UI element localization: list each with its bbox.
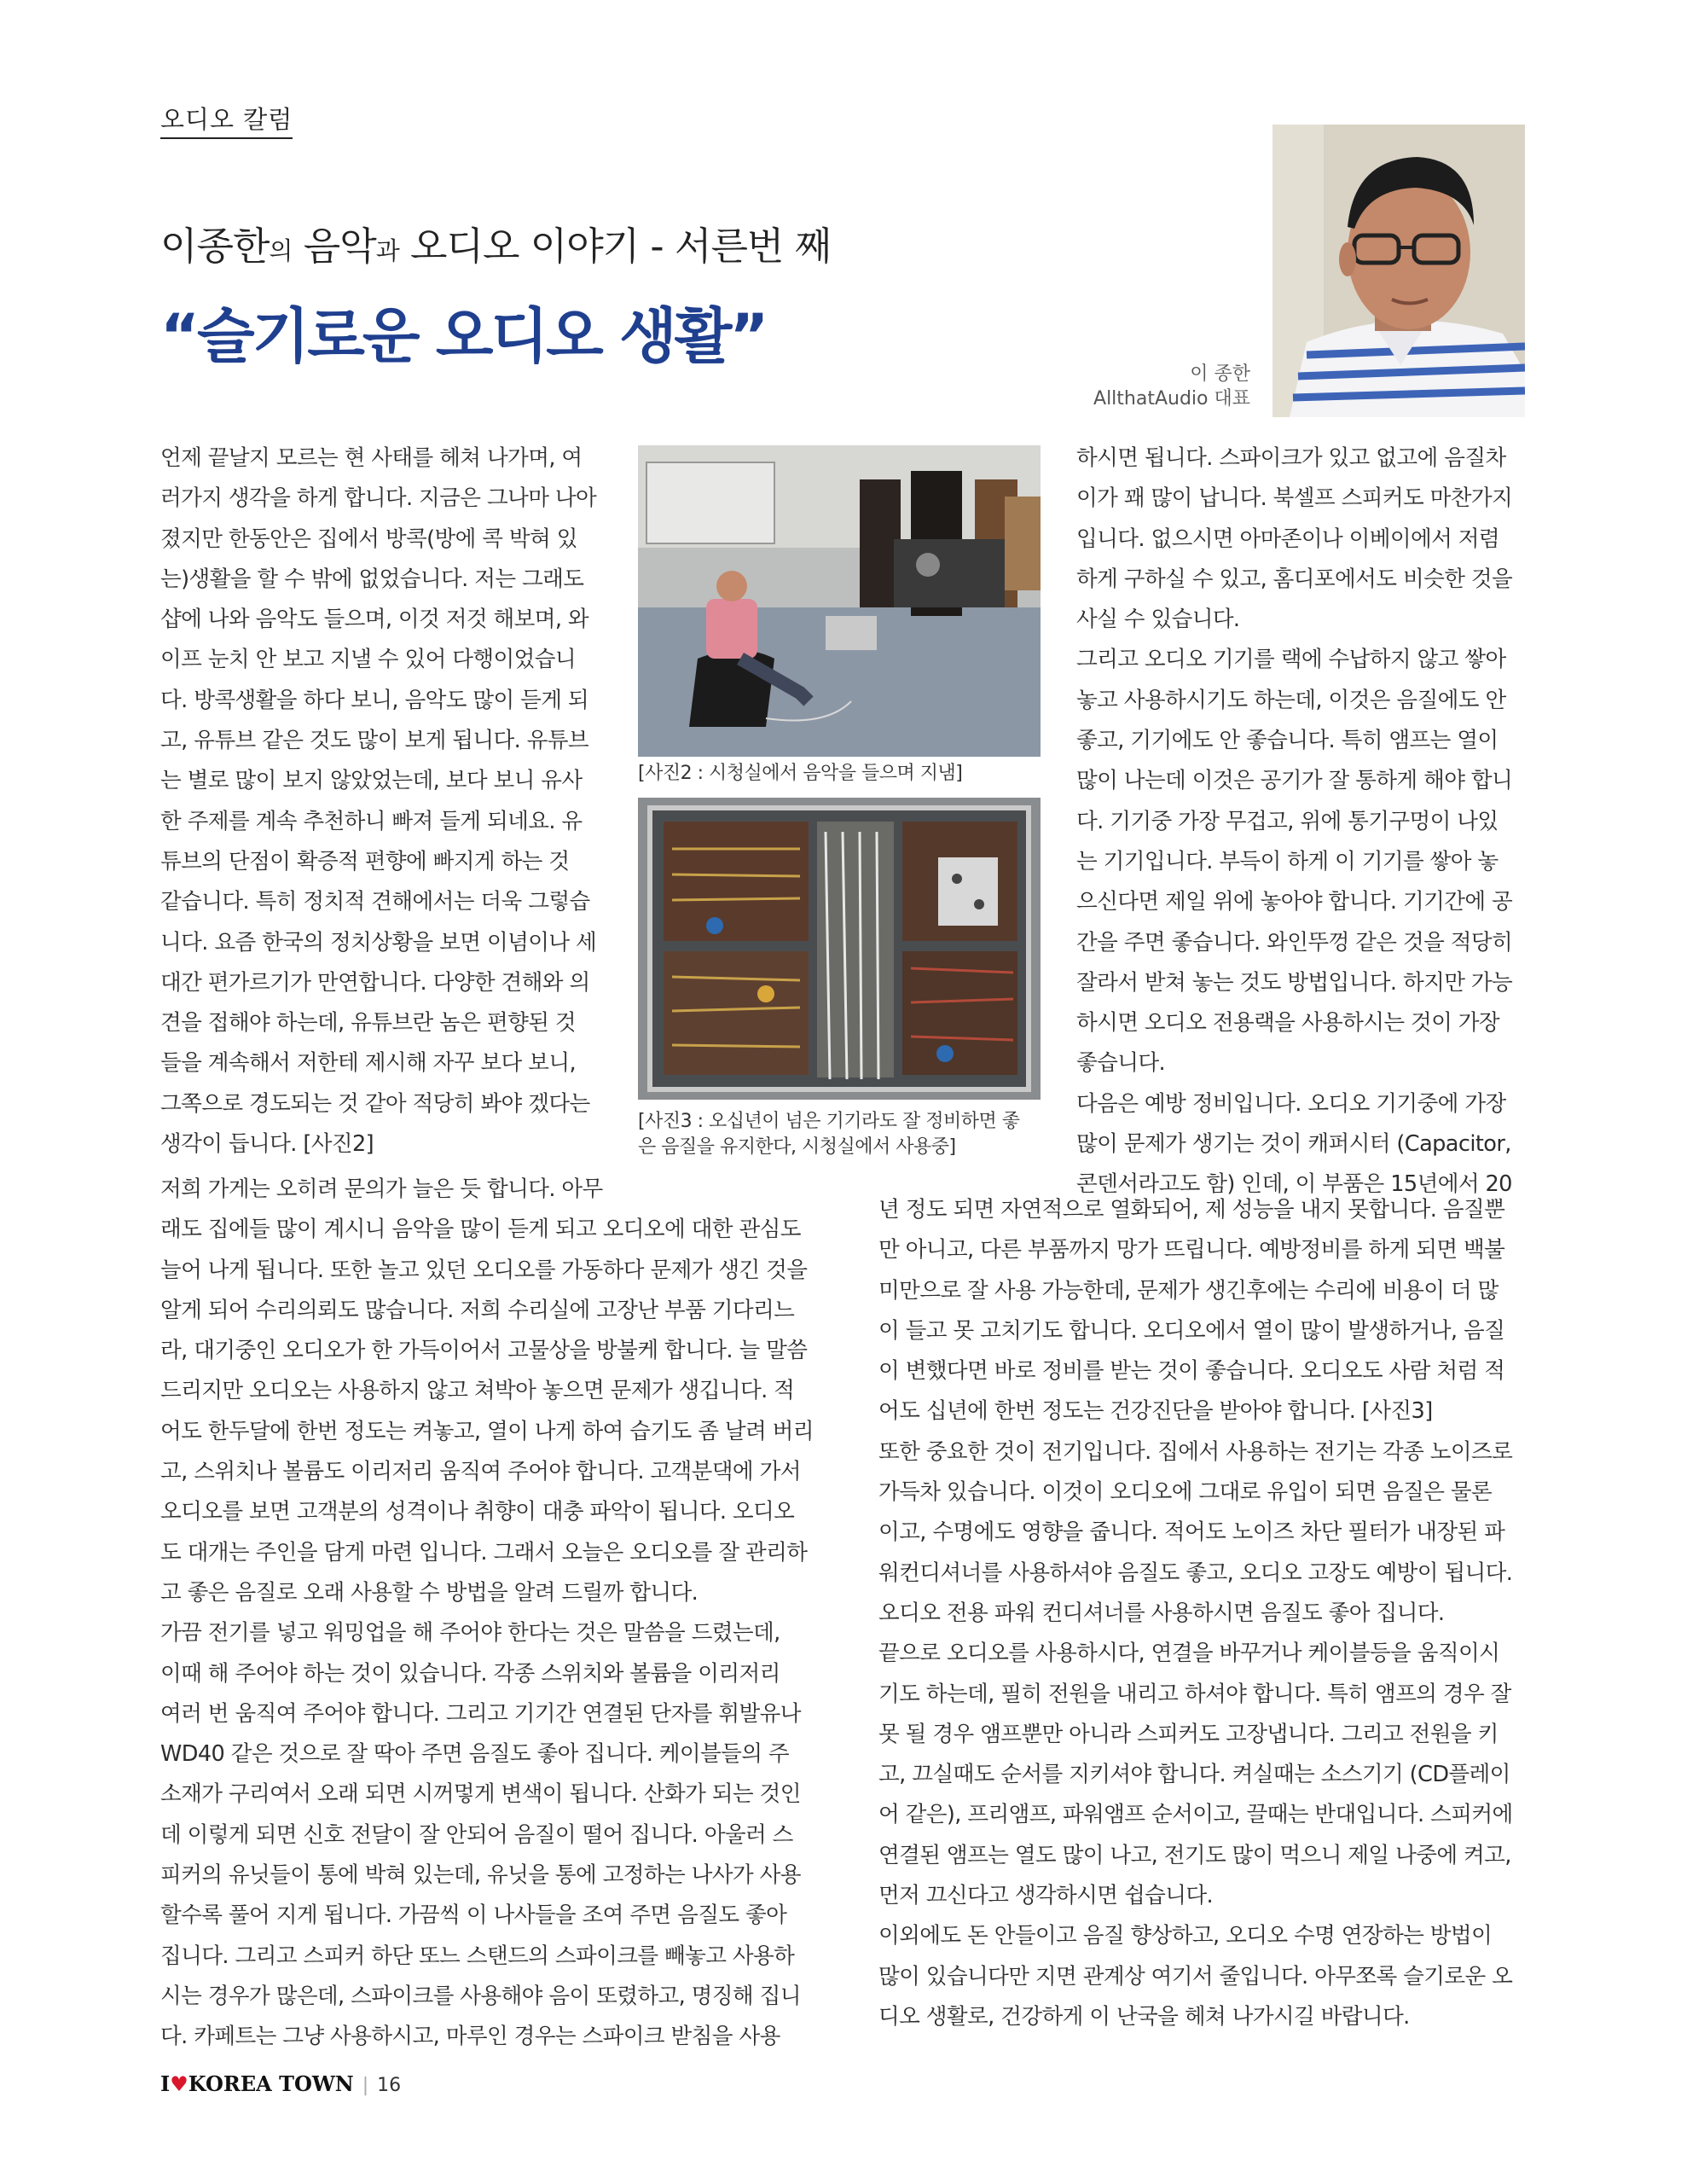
text-line: 래도 집에들 많이 계시니 음악을 많이 듣게 되고 오디오에 대한 관심도 bbox=[160, 1217, 801, 1243]
text-line: 사실 수 있습니다. bbox=[1076, 607, 1240, 633]
text-line: WD40 같은 것으로 잘 딱아 주면 음질도 좋아 집니다. 케이블들의 주 bbox=[160, 1741, 790, 1768]
text-line: 늘어 나게 됩니다. 또한 놀고 있던 오디오를 가동하다 문제가 생긴 것을 bbox=[160, 1257, 808, 1283]
photo-listening-room bbox=[638, 445, 1041, 757]
author-name: 이 종한 bbox=[1190, 363, 1250, 385]
text-line: 가득차 있습니다. 이것이 오디오에 그대로 유입이 되면 음질은 물론 bbox=[878, 1479, 1493, 1506]
footer-brand: KOREA TOWN bbox=[188, 2071, 354, 2096]
series-title bbox=[160, 215, 831, 270]
text-line: 콘덴서라고도 함) 인데, 이 부품은 15년에서 20 bbox=[1076, 1171, 1512, 1198]
text-line: 좋습니다. bbox=[1076, 1050, 1166, 1077]
text-line: 놓고 사용하시기도 하는데, 이것은 음질에도 안 bbox=[1076, 687, 1506, 713]
footer bbox=[160, 2071, 401, 2096]
text-line: 만 아니고, 다른 부품까지 망가 뜨립니다. 예방정비를 하게 되면 백불 bbox=[878, 1237, 1505, 1263]
text-line: 데 이렇게 되면 신호 전달이 잘 안되어 음질이 떨어 집니다. 아울러 스 bbox=[160, 1821, 793, 1848]
text-line: 이고, 수명에도 영향을 줍니다. 적어도 노이즈 차단 필터가 내장된 파 bbox=[878, 1519, 1505, 1546]
text-line: 러가지 생각을 하게 합니다. 지금은 그나마 나아 bbox=[160, 485, 597, 512]
text-line: 많이 문제가 생기는 것이 캐퍼시터 (Capacitor, bbox=[1076, 1131, 1511, 1158]
article-column-left-top bbox=[160, 439, 596, 1165]
article-column-left-bottom bbox=[160, 1170, 814, 2058]
author-portrait bbox=[1272, 125, 1525, 417]
text-line: 들을 계속해서 저한테 제시해 자꾸 보다 보니, bbox=[160, 1050, 576, 1077]
text-line: 생각이 듭니다. [사진2] bbox=[160, 1131, 374, 1158]
text-line: 다. 카페트는 그냥 사용하시고, 마루인 경우는 스파이크 받침을 사용 bbox=[160, 2024, 780, 2050]
footer-brand-prefix: I bbox=[160, 2071, 171, 2096]
text-line: 다. 방콕생활을 하다 보니, 음악도 많이 듣게 되 bbox=[160, 687, 589, 713]
text-line: 언제 끝날지 모르는 현 사태를 헤쳐 나가며, 여 bbox=[160, 445, 583, 471]
text-line: 고 좋은 음질로 오래 사용할 수 방법을 알려 드릴까 합니다. bbox=[160, 1579, 699, 1606]
amplifier-interior-illustration bbox=[638, 798, 1041, 1100]
series-particle-2: 과 bbox=[375, 236, 399, 265]
heart-icon: ♥ bbox=[170, 2072, 188, 2096]
text-line: 는 기기입니다. 부득이 하게 이 기기를 쌓아 놓 bbox=[1076, 848, 1499, 874]
text-line: 저희 가게는 오히려 문의가 늘은 듯 합니다. 아무 bbox=[160, 1176, 603, 1202]
text-line: 워컨디셔너를 사용하셔야 음질도 좋고, 오디오 고장도 예방이 됩니다. bbox=[878, 1560, 1513, 1586]
page-number: 16 bbox=[377, 2075, 402, 2096]
photo-amplifier-interior bbox=[638, 798, 1041, 1100]
text-line: 그쪽으로 경도되는 것 같아 적당히 봐야 겠다는 bbox=[160, 1090, 590, 1117]
article-column-right-bottom bbox=[878, 1190, 1513, 2037]
section-label: 오디오 칼럼 bbox=[160, 101, 293, 139]
text-line: 먼저 끄신다고 생각하시면 쉽습니다. bbox=[878, 1883, 1213, 1909]
text-line: 이때 해 주어야 하는 것이 있습니다. 각종 스위치와 볼륨을 이리저리 bbox=[160, 1660, 780, 1687]
series-part-3: 오디오 이야기 - 서른번 째 bbox=[398, 224, 832, 269]
text-line: 이가 꽤 많이 납니다. 북셀프 스피커도 마찬가지 bbox=[1076, 485, 1513, 512]
text-line: 기도 하는데, 필히 전원을 내리고 하셔야 합니다. 특히 앰프의 경우 잘 bbox=[878, 1681, 1511, 1707]
text-line: 도 대개는 주인을 담게 마련 입니다. 그래서 오늘은 오디오를 잘 관리하 bbox=[160, 1539, 808, 1565]
text-line: 오디오 전용 파워 컨디셔너를 사용하시면 음질도 좋아 집니다. bbox=[878, 1600, 1445, 1626]
text-line: 집니다. 그리고 스피커 하단 또느 스탠드의 스파이크를 빼놓고 사용하 bbox=[160, 1943, 795, 1969]
text-line: 라, 대기중인 오디오가 한 가득이어서 고물상을 방불케 합니다. 늘 말씀 bbox=[160, 1338, 808, 1364]
caption-photo-2: [사진2 : 시청실에서 음악을 들으며 지냄] bbox=[638, 763, 963, 784]
text-line: 샵에 나와 음악도 들으며, 이것 저것 해보며, 와 bbox=[160, 607, 589, 633]
text-line: 이 변했다면 바로 정비를 받는 것이 좋습니다. 오디오도 사람 처럼 적 bbox=[878, 1358, 1505, 1385]
text-line: 하게 구하실 수 있고, 홈디포에서도 비슷한 것을 bbox=[1076, 566, 1513, 592]
text-line: 끝으로 오디오를 사용하시다, 연결을 바꾸거나 케이블등을 움직이시 bbox=[878, 1641, 1500, 1667]
text-line: 이외에도 돈 안들이고 음질 향상하고, 오디오 수명 연장하는 방법이 bbox=[878, 1923, 1493, 1949]
text-line: 시는 경우가 많은데, 스파이크를 사용해야 음이 또렸하고, 명징해 집니 bbox=[160, 1983, 801, 2009]
text-line: 한 주제를 계속 추천하니 빠져 들게 되네요. 유 bbox=[160, 808, 583, 834]
text-line: 여러 번 움직여 주어야 합니다. 그리고 기기간 연결된 단자를 휘발유나 bbox=[160, 1700, 801, 1727]
text-line: 드리지만 오디오는 사용하지 않고 쳐박아 놓으면 문제가 생깁니다. 적 bbox=[160, 1378, 795, 1404]
caption-photo-3 bbox=[638, 1109, 1047, 1160]
text-line: 할수록 풀어 지게 됩니다. 가끔씩 이 나사들을 조여 주면 음질도 좋아 bbox=[160, 1902, 787, 1929]
text-line: 연결된 앰프는 열도 많이 나고, 전기도 많이 먹으니 제일 나중에 켜고, bbox=[878, 1842, 1511, 1868]
series-author-name: 이종한 bbox=[160, 224, 270, 269]
article-column-right-top bbox=[1076, 439, 1512, 1205]
text-line: 대간 편가르기가 만연합니다. 다양한 견해와 의 bbox=[160, 969, 590, 996]
main-title: “슬기로운 오디오 생활” bbox=[160, 301, 767, 371]
text-line: 하시면 오디오 전용랙을 사용하시는 것이 가장 bbox=[1076, 1010, 1500, 1037]
text-line: 많이 나는데 이것은 공기가 잘 통하게 해야 합니 bbox=[1076, 768, 1513, 794]
text-line: 많이 있습니다만 지면 관계상 여기서 줄입니다. 아무쪼록 슬기로운 오 bbox=[878, 1963, 1513, 1989]
text-line: 하시면 됩니다. 스파이크가 있고 없고에 음질차 bbox=[1076, 445, 1506, 471]
text-line: 이 들고 못 고치기도 합니다. 오디오에서 열이 많이 발생하거나, 음질 bbox=[878, 1317, 1505, 1344]
text-line: 튜브의 단점이 확증적 편향에 빠지게 하는 것 bbox=[160, 848, 570, 874]
text-line: 잘라서 받쳐 놓는 것도 방법입니다. 하지만 가능 bbox=[1076, 969, 1513, 996]
text-line: 으신다면 제일 위에 놓아야 합니다. 기기간에 공 bbox=[1076, 889, 1513, 915]
text-line: 는 별로 많이 보지 않았었는데, 보다 보니 유사 bbox=[160, 768, 583, 794]
text-line: 디오 생활로, 건강하게 이 난국을 헤쳐 나가시길 바랍니다. bbox=[878, 2003, 1410, 2030]
author-portrait-illustration bbox=[1272, 125, 1525, 417]
text-line: 알게 되어 수리의뢰도 많습니다. 저희 수리실에 고장난 부품 기다리느 bbox=[160, 1297, 795, 1323]
text-line: 오디오를 보면 고객분의 성격이나 취향이 대충 파악이 됩니다. 오디오 bbox=[160, 1499, 795, 1525]
text-line: 간을 주면 좋습니다. 와인뚜껑 같은 것을 적당히 bbox=[1076, 929, 1513, 956]
series-part-2: 음악 bbox=[292, 224, 376, 269]
text-line: 좋고, 기기에도 안 좋습니다. 특히 앰프는 열이 bbox=[1076, 728, 1499, 754]
text-line: 소재가 구리여서 오래 되면 시꺼멓게 변색이 됩니다. 산화가 되는 것인 bbox=[160, 1781, 801, 1808]
footer-separator: | bbox=[362, 2075, 369, 2096]
text-line: 입니다. 없으시면 아마존이나 이베이에서 저렴 bbox=[1076, 526, 1500, 552]
text-line: 고, 끄실때도 순서를 지키셔야 합니다. 켜실때는 소스기기 (CD플레이 bbox=[878, 1762, 1510, 1788]
text-line: 어도 한두달에 한번 정도는 켜놓고, 열이 나게 하여 습기도 좀 날려 버리 bbox=[160, 1418, 814, 1444]
text-line: 미만으로 잘 사용 가능한데, 문제가 생긴후에는 수리에 비용이 더 많 bbox=[878, 1277, 1499, 1304]
text-line: 어도 십년에 한번 정도는 건강진단을 받아야 합니다. [사진3] bbox=[878, 1398, 1433, 1425]
text-line: 그리고 오디오 기기를 랙에 수납하지 않고 쌓아 bbox=[1076, 647, 1506, 673]
text-line: 피커의 유닛들이 통에 박혀 있는데, 유닛을 통에 고정하는 나사가 사용 bbox=[160, 1862, 801, 1889]
text-line: 견을 접해야 하는데, 유튜브란 놈은 편향된 것 bbox=[160, 1010, 576, 1037]
text-line: 이프 눈치 안 보고 지낼 수 있어 다행이었습니 bbox=[160, 647, 576, 673]
text-line: 졌지만 한동안은 집에서 방콕(방에 콕 박혀 있 bbox=[160, 526, 577, 552]
text-line: 는)생활을 할 수 밖에 없었습니다. 저는 그래도 bbox=[160, 566, 584, 592]
caption-photo-3-line-2: 은 음질을 유지한다, 시청실에서 사용중] bbox=[638, 1136, 956, 1158]
caption-photo-3-line-1: [사진3 : 오십년이 넘은 기기라도 잘 정비하면 좋 bbox=[638, 1111, 1020, 1132]
author-role: AllthatAudio 대표 bbox=[1093, 388, 1250, 410]
text-line: 고, 유튜브 같은 것도 많이 보게 됩니다. 유튜브 bbox=[160, 728, 589, 754]
listening-room-illustration bbox=[638, 445, 1041, 757]
text-line: 년 정도 되면 자연적으로 열화되어, 제 성능을 내지 못합니다. 음질뿐 bbox=[878, 1197, 1505, 1223]
text-line: 어 같은), 프리앰프, 파워앰프 순서이고, 끌때는 반대입니다. 스피커에 bbox=[878, 1802, 1513, 1828]
text-line: 다. 기기중 가장 무겁고, 위에 통기구멍이 나있 bbox=[1076, 808, 1499, 834]
text-line: 같습니다. 특히 정치적 견해에서는 더욱 그렇습 bbox=[160, 889, 590, 915]
text-line: 못 될 경우 앰프뿐만 아니라 스피커도 고장냅니다. 그리고 전원을 키 bbox=[878, 1721, 1499, 1747]
series-particle-1: 의 bbox=[269, 236, 293, 265]
text-line: 니다. 요즘 한국의 정치상황을 보면 이념이나 세 bbox=[160, 929, 597, 956]
text-line: 또한 중요한 것이 전기입니다. 집에서 사용하는 전기는 각종 노이즈로 bbox=[878, 1438, 1513, 1465]
text-line: 고, 스위치나 볼륨도 이리저리 움직여 주어야 합니다. 고객분댁에 가서 bbox=[160, 1459, 801, 1485]
text-line: 다음은 예방 정비입니다. 오디오 기기중에 가장 bbox=[1076, 1090, 1506, 1117]
text-line: 가끔 전기를 넣고 워밍업을 해 주어야 한다는 것은 말씀을 드렸는데, bbox=[160, 1620, 780, 1647]
